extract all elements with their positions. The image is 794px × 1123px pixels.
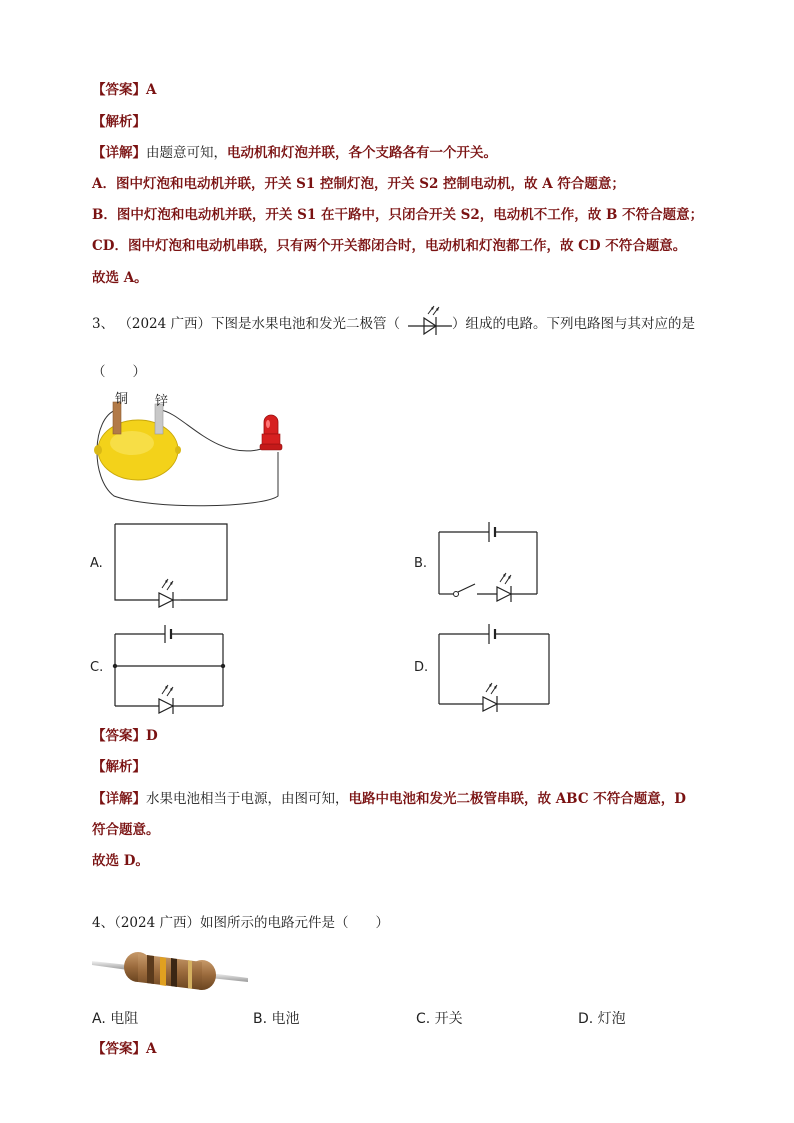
q4-answer-line <box>92 1039 156 1059</box>
q3-detail-line <box>92 789 686 809</box>
answer-tag: 【答案】 <box>92 728 146 744</box>
circuit-a-diagram <box>113 522 229 606</box>
q4-choice-b[interactable]: B. 电池 <box>253 1011 300 1027</box>
zinc-label: 锌 <box>155 394 169 409</box>
led-symbol-icon <box>406 300 454 344</box>
answer-line-1 <box>92 80 156 100</box>
answer-value: A <box>146 82 157 98</box>
answer-value: D <box>146 728 158 744</box>
detail-text-plain: 由题意可知， <box>146 145 227 161</box>
q4-stem: 4、（2024 广西）如图所示的电路元件是（ ） <box>92 915 389 931</box>
circuit-d-diagram <box>437 622 553 714</box>
option-a-label: A. <box>90 556 103 571</box>
q3-analysis-tag: 【解析】 <box>92 759 146 775</box>
circuit-c-diagram <box>113 624 229 714</box>
q3-answer-line <box>92 726 158 746</box>
answer-value: A <box>146 1041 157 1057</box>
detail-text-bold: 电路中电池和发光二极管串联，故 ABC 不符合题意，D <box>348 791 686 807</box>
q4-choice-d[interactable]: D. 灯泡 <box>578 1011 626 1027</box>
resistor-illustration <box>92 945 252 995</box>
q3-stem-left: 3、 （2024 广西）下图是水果电池和发光二极管（ <box>92 316 401 332</box>
copper-label: 铜 <box>115 392 129 407</box>
option-b-label: B. <box>414 556 428 571</box>
option-cd-explanation: CD．图中灯泡和电动机串联，只有两个开关都闭合时，电动机和灯泡都工作，故 CD 不符合题意。 <box>92 238 687 254</box>
analysis-tag-1: 【解析】 <box>92 114 146 130</box>
choose-line-1: 故选 A。 <box>92 270 148 286</box>
option-a-explanation: A．图中灯泡和电动机并联，开关 S1 控制灯泡，开关 S2 控制电动机，故 A 符合题意； <box>92 176 625 192</box>
answer-tag: 【答案】 <box>92 82 146 98</box>
q3-stem-right: ）组成的电路。下列电路图与其对应的是 <box>452 316 695 332</box>
option-d-label: D. <box>414 660 429 675</box>
option-c-label: C. <box>90 660 104 675</box>
answer-tag: 【答案】 <box>92 1041 146 1057</box>
circuit-b-diagram <box>437 520 541 608</box>
detail-tag: 【详解】 <box>92 791 146 807</box>
option-b-explanation: B．图中灯泡和电动机并联，开关 S1 在干路中，只闭合开关 S2，电动机不工作，故 B 不符合题意； <box>92 207 704 223</box>
q4-choice-c[interactable]: C. 开关 <box>416 1011 463 1027</box>
detail-line-1 <box>92 143 497 163</box>
q4-choice-a[interactable]: A. 电阻 <box>92 1011 139 1027</box>
detail-text-bold: 电动机和灯泡并联，各个支路各有一个开关。 <box>227 145 497 161</box>
q3-detail-line-2: 符合题意。 <box>92 822 160 838</box>
q3-bracket: （ ） <box>92 364 146 380</box>
detail-text-plain: 水果电池相当于电源，由图可知， <box>146 791 349 807</box>
detail-tag: 【详解】 <box>92 145 146 161</box>
q3-choose-line: 故选 D。 <box>92 853 149 869</box>
